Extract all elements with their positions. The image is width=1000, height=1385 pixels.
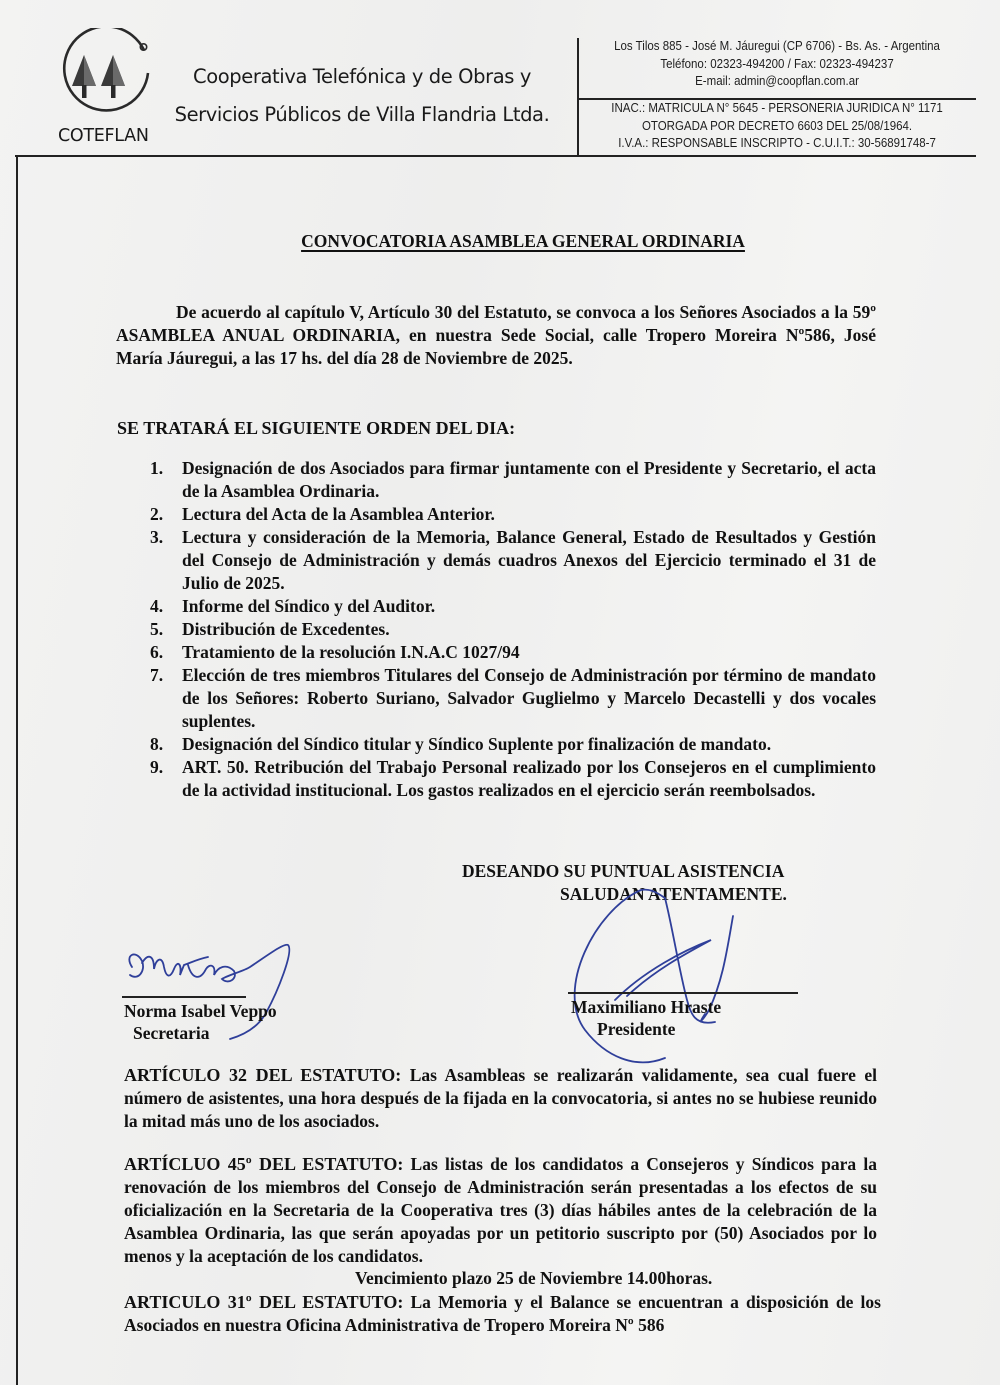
agenda-item [146, 756, 876, 802]
contact-address: Los Tilos 885 - José M. Jáuregui (CP 6706) - Bs. As. - Argentina [614, 39, 940, 53]
agenda-item [146, 641, 876, 664]
document-title: CONVOCATORIA ASAMBLEA GENERAL ORDINARIA [301, 231, 745, 251]
article-32 [124, 1064, 877, 1133]
agenda-item [146, 733, 876, 756]
article-31-text: La Memoria y el Balance se encuentran a disposición de los Asociados en nuestra Oficina Administrativa de Tropero Moreira Nº 586 [124, 1292, 881, 1335]
president-name: Maximiliano Hraste [571, 997, 722, 1017]
secretary-role: Secretaria [133, 1023, 210, 1043]
agenda-item-text: Lectura del Acta de la Asamblea Anterior. [182, 504, 495, 524]
agenda-item-number: 4. [150, 596, 164, 616]
legal-line-2: OTORGADA POR DECRETO 6603 DEL 25/08/1964. [641, 118, 913, 133]
org-name-line-1: Cooperativa Telefónica y de Obras y [193, 65, 531, 88]
contact-phone: Teléfono: 02323-494200 / Fax: 02323-494237 [660, 56, 894, 71]
article-45-heading: ARTÍCLUO 45º DEL ESTATUTO: [124, 1154, 404, 1174]
intro-paragraph: De acuerdo al capítulo V, Artículo 30 del Estatuto, se convoca a los Señores Asociados a la 59º ASAMBLEA ANUAL ORDINARIA, en nuestra Sede Social, calle Tropero Moreira Nº586, José María Jáuregui, a las 17 hs. del día 28 de Noviembre de 2025. [116, 302, 876, 368]
agenda-item-number: 2. [150, 504, 164, 524]
agenda-item [146, 526, 876, 595]
legal-line-1: INAC.: MATRICULA N° 5645 - PERSONERIA JURIDICA N° 1171 [611, 101, 943, 115]
secretary-signature-line [122, 996, 246, 998]
page-left-border [16, 156, 18, 1385]
article-31 [124, 1291, 881, 1337]
coteflan-logo-icon [52, 28, 157, 123]
logo-wordmark: COTEFLAN [58, 126, 149, 146]
article-32-text: Las Asambleas se realizarán validamente, sea cual fuere el número de asistentes, una hora después de la fijada en la convocatoria, si antes no se hubiese reunido la mitad más uno de los asociados. [124, 1065, 877, 1131]
president-signature-line [568, 992, 798, 994]
agenda-item [146, 664, 876, 733]
agenda-item-text: Elección de tres miembros Titulares del Consejo de Administración por término de mandato de los Señores: Roberto Suriano, Salvador Guglielmo y Marcelo Decastelli y dos vocales suplentes. [182, 665, 876, 731]
agenda-item-text: Tratamiento de la resolución I.N.A.C 1027/94 [182, 642, 520, 662]
deadline-notice: Vencimiento plazo 25 de Noviembre 14.00horas. [355, 1268, 713, 1288]
agenda-item-number: 9. [150, 757, 164, 777]
agenda-item-text: ART. 50. Retribución del Trabajo Personal realizado por los Consejeros en el cumplimiento de la actividad institucional. Los gastos realizados en el ejercicio serán reembolsados. [182, 757, 876, 800]
agenda-heading: SE TRATARÁ EL SIGUIENTE ORDEN DEL DIA: [117, 418, 516, 438]
secretary-name: Norma Isabel Veppo [124, 1001, 277, 1021]
organization-name [172, 58, 552, 134]
agenda-item-text: Designación de dos Asociados para firmar juntamente con el Presidente y Secretario, el acta de la Asamblea Ordinaria. [182, 458, 876, 501]
agenda-item-number: 8. [150, 734, 164, 754]
article-45-text: Las listas de los candidatos a Consejeros y Síndicos para la renovación de los miembros del Consejo de Administración serán presentadas a los efectos de su oficialización en la Secretaria de la Cooperativa tres (3) días hábiles antes de la celebración de la Asamblea Ordinaria, las que serán apoyadas por un petitorio suscripto por (50) Asociados por lo menos y la aceptación de los candidatos. [124, 1154, 877, 1266]
legal-registration-block [582, 100, 972, 153]
agenda-item-text: Distribución de Excedentes. [182, 619, 390, 639]
agenda-item-number: 6. [150, 642, 164, 662]
agenda-item-text: Lectura y consideración de la Memoria, Balance General, Estado de Resultados y Gestión del Consejo de Administración y demás cuadros Anexos del Ejercicio terminado el 31 de Julio de 2025. [182, 527, 876, 593]
contact-block [582, 38, 972, 91]
agenda-item-number: 1. [150, 458, 164, 478]
header-vertical-divider [577, 38, 579, 156]
org-name-line-2: Servicios Públicos de Villa Flandria Ltda. [174, 103, 550, 126]
closing-line-1: DESEANDO SU PUNTUAL ASISTENCIA [462, 861, 785, 881]
agenda-item-text: Designación del Síndico titular y Síndico Suplente por finalización de mandato. [182, 734, 772, 754]
agenda-item [146, 457, 876, 503]
header-bottom-rule [15, 155, 976, 157]
closing-line-2: SALUDAN ATENTAMENTE. [560, 884, 787, 904]
agenda-item [146, 595, 876, 618]
agenda-item [146, 503, 876, 526]
president-role: Presidente [597, 1019, 676, 1039]
article-32-heading: ARTÍCULO 32 DEL ESTATUTO: [124, 1065, 402, 1085]
article-45 [124, 1153, 877, 1268]
closing-salutation [462, 860, 787, 906]
agenda-item [146, 618, 876, 641]
agenda-item-number: 5. [150, 619, 164, 639]
agenda-item-number: 7. [150, 665, 164, 685]
agenda-item-text: Informe del Síndico y del Auditor. [182, 596, 436, 616]
agenda-list [146, 457, 876, 802]
contact-email: E-mail: admin@coopflan.com.ar [695, 74, 859, 88]
legal-line-3: I.V.A.: RESPONSABLE INSCRIPTO - C.U.I.T.: 30-56891748-7 [618, 136, 936, 150]
article-31-heading: ARTICULO 31º DEL ESTATUTO: [124, 1292, 404, 1312]
agenda-item-number: 3. [150, 527, 164, 547]
